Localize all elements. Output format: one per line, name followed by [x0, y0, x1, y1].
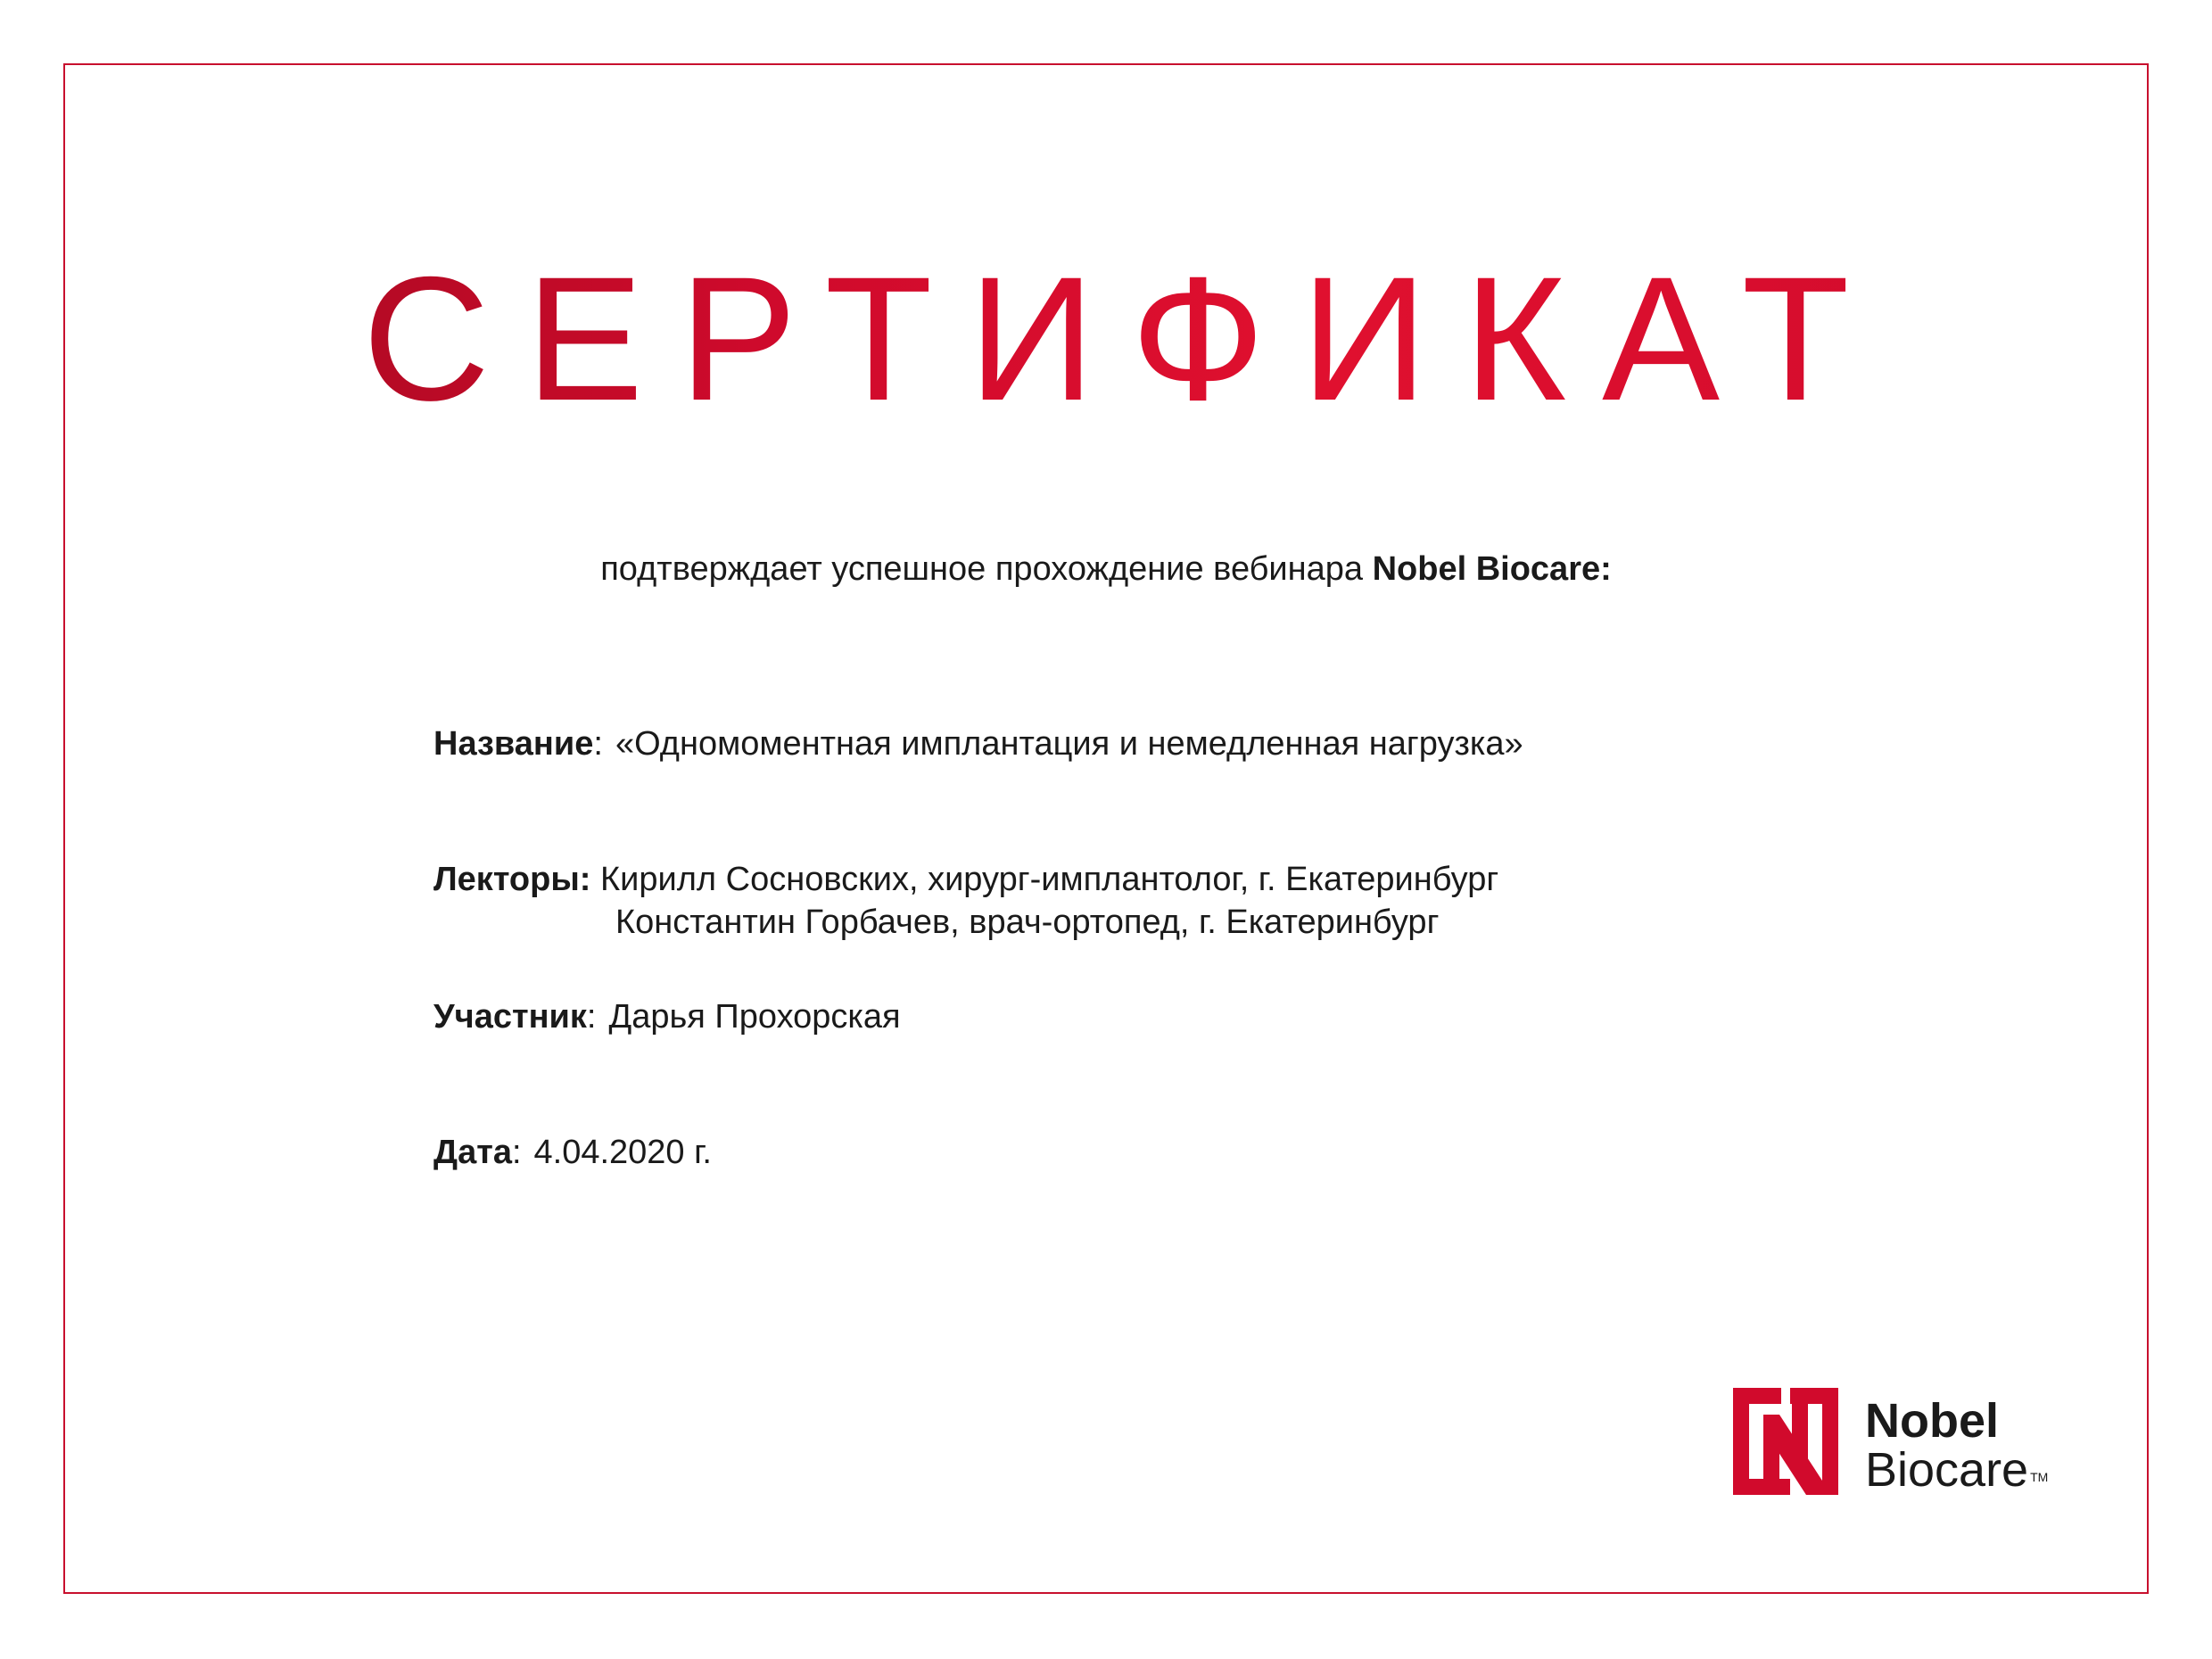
nobel-n-logo-icon: [1733, 1388, 1838, 1495]
logo-word-biocare: Biocare: [1865, 1443, 2029, 1497]
subtitle-brand: Nobel Biocare:: [1372, 550, 1612, 588]
webinar-name-value: «Одномоментная имплантация и немедленная нагрузка»: [615, 725, 1523, 763]
lecturers-row: [433, 858, 1498, 944]
participant-row: [433, 995, 901, 1038]
webinar-name-label: Название: [433, 725, 594, 763]
lecturer-2: Константин Горбачев, врач-ортопед, г. Екатеринбург: [615, 904, 1440, 941]
nobel-biocare-logo: [1733, 1388, 2054, 1504]
trademark-mark: TM: [2030, 1470, 2049, 1484]
subtitle-text: подтверждает успешное прохождение вебинара: [600, 550, 1373, 588]
logo-word-nobel: Nobel: [1865, 1394, 2000, 1448]
colon: :: [511, 1134, 522, 1171]
lecturers-label: Лекторы:: [433, 861, 591, 898]
colon: :: [586, 998, 597, 1036]
certificate-title: СЕРТИФИКАТ: [0, 250, 2212, 428]
date-value: 4.04.2020 г.: [533, 1134, 712, 1171]
certificate-subtitle: [0, 548, 2212, 590]
participant-label: Участник: [433, 998, 587, 1036]
webinar-name-row: [433, 722, 1523, 765]
participant-value: Дарья Прохорская: [608, 998, 901, 1036]
colon: :: [593, 725, 603, 763]
lecturer-1: Кирилл Сосновских, хирург-имплантолог, г. Екатеринбург: [600, 861, 1499, 898]
date-row: [433, 1131, 712, 1174]
logo-wordmark: [1865, 1394, 2049, 1497]
date-label: Дата: [433, 1134, 512, 1171]
logo-word-biocare-line: [1865, 1445, 2048, 1495]
